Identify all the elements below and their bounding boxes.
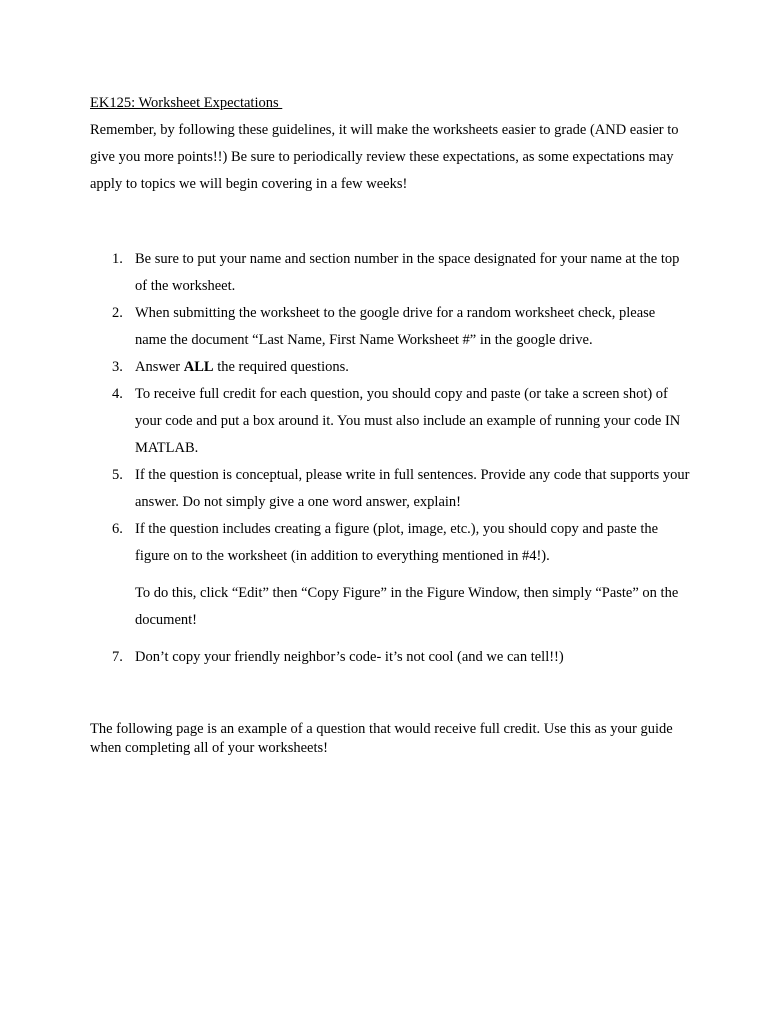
list-item-subtext: To do this, click “Edit” then “Copy Figure” in the Figure Window, then simply “Paste” on the document! (135, 585, 679, 628)
list-item-emphasis: ALL (183, 359, 214, 375)
list-item-text: If the question is conceptual, please write in full sentences. Provide any code that supports your answer. Do not simply give a one word answer, explain! (135, 467, 690, 510)
list-item-number: 6. (112, 521, 123, 537)
list-item (90, 246, 690, 300)
list-item-number: 2. (112, 305, 123, 321)
list-item-number: 1. (112, 251, 123, 267)
list-item (90, 354, 690, 381)
list-item-number: 5. (112, 467, 123, 483)
intro-paragraph: Remember, by following these guidelines, it will make the worksheets easier to grade (AND easier to give you more points!!) Be sure to periodically review these expectations, as some expectations may apply to topics we will begin covering in a few weeks! (90, 122, 679, 192)
list-item (90, 516, 690, 634)
list-item-text: Be sure to put your name and section number in the space designated for your name at the top of the worksheet. (135, 251, 680, 294)
list-item-text-after: the required questions. (213, 359, 349, 375)
list-item (90, 644, 690, 671)
closing-paragraph: The following page is an example of a question that would receive full credit. Use this as your guide when completing all of your worksheets! (90, 721, 673, 756)
list-item-text: To receive full credit for each question, you should copy and paste (or take a screen shot) of your code and put a box around it. You must also include an example of running your code IN MATLAB. (135, 386, 681, 456)
list-item-number: 4. (112, 386, 123, 402)
list-item (90, 381, 690, 462)
list-item-number: 7. (112, 649, 123, 665)
list-item-text: Don’t copy your friendly neighbor’s code- it’s not cool (and we can tell!!) (135, 649, 564, 665)
expectations-list (90, 246, 690, 671)
list-item-number: 3. (112, 359, 123, 375)
list-item (90, 462, 690, 516)
list-item (90, 300, 690, 354)
list-item-text: When submitting the worksheet to the google drive for a random worksheet check, please name the document “Last Name, First Name Worksheet #” in the google drive. (135, 305, 656, 348)
list-item-text: If the question includes creating a figure (plot, image, etc.), you should copy and paste the figure on to the worksheet (in addition to everything mentioned in #4!). (135, 521, 659, 564)
list-item-text-before: Answer (135, 359, 184, 375)
document-title: EK125: Worksheet Expectations (90, 95, 283, 111)
